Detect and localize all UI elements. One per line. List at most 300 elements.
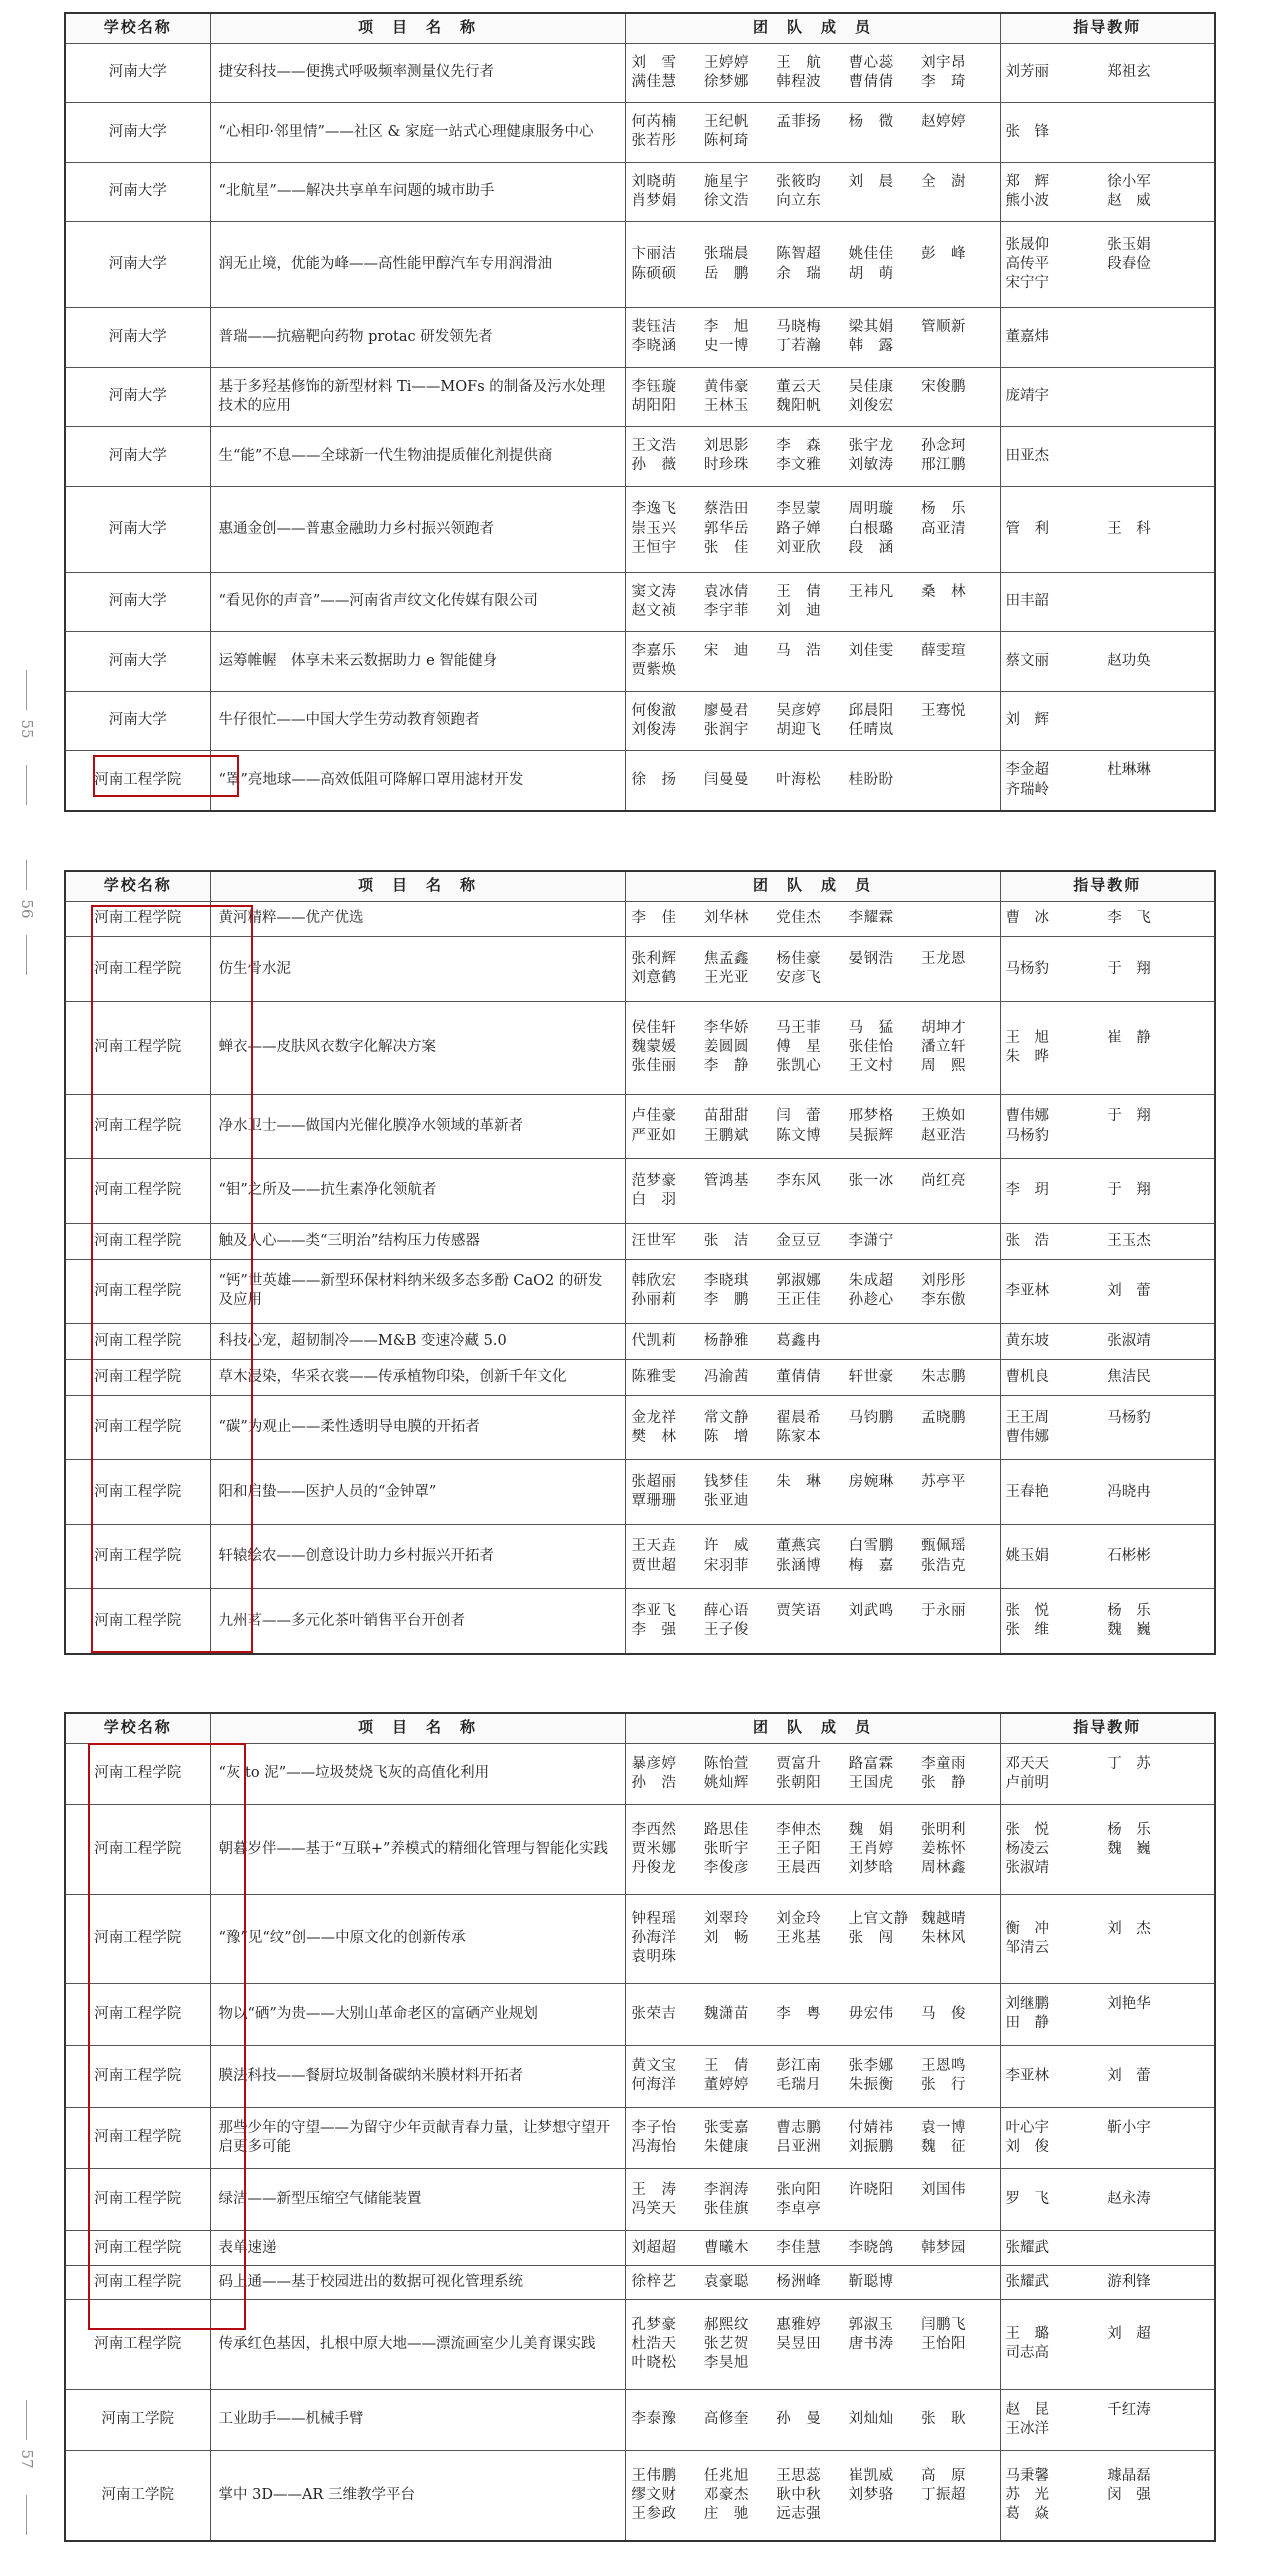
advisors bbox=[1000, 103, 1215, 163]
member-name: 桑 林 bbox=[921, 583, 967, 600]
advisor-list bbox=[1006, 1995, 1210, 2033]
project-name: “灰 to 泥”——垃圾焚烧飞灰的高值化利用 bbox=[210, 1743, 625, 1805]
advisor-list bbox=[1006, 1368, 1210, 1387]
school-name: 河南工程学院 bbox=[65, 2265, 210, 2300]
page-rule bbox=[26, 2495, 27, 2535]
advisor-name: 田亚杰 bbox=[1005, 447, 1049, 464]
member-name: 李晓琪 bbox=[703, 1273, 749, 1290]
member-name: 金豆豆 bbox=[776, 1232, 822, 1249]
member-name: 赵婷婷 bbox=[921, 114, 967, 131]
advisors bbox=[1000, 1324, 1215, 1360]
member-name: 史一博 bbox=[703, 338, 749, 355]
advisor-name: 闵 强 bbox=[1107, 2487, 1151, 2504]
advisor-name: 张淑靖 bbox=[1107, 1332, 1151, 1349]
member-name: 李子怡 bbox=[631, 2119, 677, 2136]
member-name: 上官文静 bbox=[848, 1911, 909, 1928]
header-teacher: 指导教师 bbox=[1000, 1713, 1215, 1743]
advisor-name: 葛 焱 bbox=[1005, 2506, 1049, 2523]
member-name: 满佳慧 bbox=[631, 73, 677, 90]
page-rule bbox=[26, 670, 27, 710]
member-name: 段 涵 bbox=[848, 539, 894, 556]
table-header-row bbox=[65, 871, 1215, 901]
project-name: 普瑞——抗癌靶向药物 protac 研发领先者 bbox=[210, 308, 625, 368]
member-name: 刘 雪 bbox=[631, 54, 677, 71]
header-school: 学校名称 bbox=[65, 1713, 210, 1743]
member-name: 翟晨希 bbox=[776, 1409, 822, 1426]
member-name: 姚佳佳 bbox=[848, 246, 894, 263]
member-name: 路思佳 bbox=[703, 1821, 749, 1838]
advisor-list bbox=[1006, 63, 1210, 82]
advisor-name: 杜琳琳 bbox=[1107, 762, 1151, 779]
header-team: 团 队 成 员 bbox=[625, 871, 1000, 901]
member-name: 轩世豪 bbox=[848, 1368, 894, 1385]
member-name: 朱志鹏 bbox=[921, 1368, 967, 1385]
advisor-list bbox=[1006, 1282, 1210, 1301]
school-name: 河南工程学院 bbox=[65, 1159, 210, 1223]
team-members bbox=[625, 572, 1000, 632]
member-name: 惠雅婷 bbox=[776, 2316, 822, 2333]
member-name: 贾笑语 bbox=[776, 1603, 822, 1619]
member-name: 王子阳 bbox=[776, 1840, 822, 1857]
member-name: 刘思影 bbox=[703, 438, 749, 455]
member-name: 姚灿辉 bbox=[703, 1774, 749, 1791]
member-name: 张筱昀 bbox=[776, 173, 822, 190]
project-name: “看见你的声音”——河南省声纹文化传媒有限公司 bbox=[210, 572, 625, 632]
member-name: 高亚清 bbox=[921, 520, 967, 537]
member-name: 王思蕊 bbox=[776, 2468, 822, 2485]
member-list bbox=[632, 2005, 994, 2024]
school-name: 河南工程学院 bbox=[65, 2300, 210, 2389]
member-name: 钱梦佳 bbox=[703, 1473, 749, 1490]
member-name: 徐梦娜 bbox=[703, 73, 749, 90]
advisor-list bbox=[1006, 2067, 1210, 2086]
team-members bbox=[625, 103, 1000, 163]
member-name: 王袆凡 bbox=[848, 583, 894, 600]
school-name: 河南工程学院 bbox=[65, 2045, 210, 2107]
advisor-name: 璩晶磊 bbox=[1107, 2468, 1151, 2485]
member-name: 刘宇昂 bbox=[921, 54, 967, 71]
advisor-name: 赵 威 bbox=[1107, 192, 1151, 209]
school-name: 河南大学 bbox=[65, 427, 210, 487]
advisor-name: 崔 静 bbox=[1107, 1029, 1151, 1046]
advisor-name: 邓天天 bbox=[1005, 1755, 1049, 1772]
advisor-name: 游利锋 bbox=[1107, 2274, 1151, 2291]
member-name: 窦文涛 bbox=[631, 583, 677, 600]
member-name: 张 闯 bbox=[848, 1930, 894, 1947]
table-row bbox=[65, 2389, 1215, 2451]
member-name: 任兆旭 bbox=[703, 2468, 749, 2485]
member-list bbox=[632, 1107, 994, 1145]
member-name: 金龙祥 bbox=[631, 1409, 677, 1426]
member-name: 白根璐 bbox=[848, 520, 894, 537]
member-name: 李卓亭 bbox=[776, 2200, 822, 2217]
member-name: 李昱蒙 bbox=[776, 501, 822, 518]
member-name: 吴彦婷 bbox=[776, 702, 822, 719]
member-name: 陈 增 bbox=[703, 1428, 749, 1445]
advisor-name: 王 科 bbox=[1107, 520, 1151, 537]
member-name: 郝熙纹 bbox=[703, 2316, 749, 2333]
advisor-name: 于 翔 bbox=[1107, 1182, 1151, 1199]
advisor-name: 张 悦 bbox=[1005, 1603, 1049, 1619]
member-name: 王文村 bbox=[848, 1058, 894, 1075]
advisors bbox=[1000, 1589, 1215, 1654]
member-list bbox=[632, 1821, 994, 1878]
member-list bbox=[632, 113, 994, 151]
advisor-name: 李亚林 bbox=[1005, 1282, 1049, 1299]
advisor-name: 魏 巍 bbox=[1107, 1840, 1151, 1857]
school-name: 河南大学 bbox=[65, 691, 210, 751]
member-name: 刘敏涛 bbox=[848, 457, 894, 474]
member-name: 彭江南 bbox=[776, 2058, 822, 2075]
project-name: “豫”见“纹”创——中原文化的创新传承 bbox=[210, 1894, 625, 1983]
member-name: 邱晨阳 bbox=[848, 702, 894, 719]
member-list bbox=[632, 1602, 994, 1640]
member-name: 甄佩瑶 bbox=[921, 1538, 967, 1555]
advisors bbox=[1000, 1001, 1215, 1094]
member-name: 李伸杰 bbox=[776, 1821, 822, 1838]
advisor-name: 张 浩 bbox=[1005, 1232, 1049, 1249]
member-name: 张 佳 bbox=[703, 539, 749, 556]
advisors bbox=[1000, 2045, 1215, 2107]
member-name: 薛心语 bbox=[703, 1603, 749, 1619]
member-name: 代凯莉 bbox=[631, 1332, 677, 1349]
member-name: 贾富升 bbox=[776, 1755, 822, 1772]
member-name: 宋俊鹏 bbox=[921, 378, 967, 395]
header-project: 项 目 名 称 bbox=[210, 13, 625, 43]
member-name: 杨佳豪 bbox=[776, 951, 822, 968]
member-name: 王婷婷 bbox=[703, 54, 749, 71]
member-name: 李 旭 bbox=[703, 319, 749, 336]
member-name: 张佳丽 bbox=[631, 1058, 677, 1075]
member-name: 贾紫焕 bbox=[631, 662, 677, 679]
member-name: 郭淑玉 bbox=[848, 2316, 894, 2333]
advisor-name: 张耀武 bbox=[1005, 2274, 1049, 2291]
page-number: 55 bbox=[18, 719, 36, 739]
team-members bbox=[625, 43, 1000, 103]
member-name: 徐文浩 bbox=[703, 192, 749, 209]
advisor-name: 马杨豹 bbox=[1107, 1409, 1151, 1426]
advisors bbox=[1000, 937, 1215, 1001]
page-rule bbox=[26, 860, 27, 890]
advisor-list bbox=[1006, 1483, 1210, 1502]
member-name: 崇玉兴 bbox=[631, 520, 677, 537]
member-name: 耿中秋 bbox=[776, 2487, 822, 2504]
table-row bbox=[65, 486, 1215, 572]
project-name: 掌中 3D——AR 三维教学平台 bbox=[210, 2451, 625, 2541]
member-name: 靳聪博 bbox=[848, 2274, 894, 2291]
project-name: “罩”亮地球——高效低阻可降解口罩用滤材开发 bbox=[210, 751, 625, 811]
member-name: 陈智超 bbox=[776, 246, 822, 263]
member-name: 路子婵 bbox=[776, 520, 822, 537]
advisor-name: 于 翔 bbox=[1107, 960, 1151, 977]
project-name: 传承红色基因，扎根中原大地——漂流画室少儿美育课实践 bbox=[210, 2300, 625, 2389]
advisor-list bbox=[1006, 2273, 1210, 2292]
member-name: 马王菲 bbox=[776, 1020, 822, 1037]
school-name: 河南工程学院 bbox=[65, 1983, 210, 2045]
member-name: 徐梓艺 bbox=[631, 2274, 677, 2291]
member-name: 杨 微 bbox=[848, 114, 894, 131]
member-name: 周明璇 bbox=[848, 501, 894, 518]
advisor-list bbox=[1006, 1547, 1210, 1566]
member-name: 张浩克 bbox=[921, 1557, 967, 1574]
member-name: 吴昱田 bbox=[776, 2335, 822, 2352]
advisors bbox=[1000, 222, 1215, 308]
advisor-list bbox=[1006, 2325, 1210, 2363]
member-name: 吴振辉 bbox=[848, 1127, 894, 1144]
member-name: 李亚飞 bbox=[631, 1603, 677, 1619]
member-name: 李泰豫 bbox=[631, 2411, 677, 2428]
member-list bbox=[632, 642, 994, 680]
table-row bbox=[65, 572, 1215, 632]
advisor-name: 徐小军 bbox=[1107, 173, 1151, 190]
team-members bbox=[625, 2300, 1000, 2389]
member-name: 王晨西 bbox=[776, 1860, 822, 1877]
advisor-name: 李亚林 bbox=[1005, 2067, 1049, 2084]
advisor-name: 张耀武 bbox=[1005, 2239, 1049, 2256]
member-name: 张瑞晨 bbox=[703, 246, 749, 263]
project-name: 轩辕绘农——创意设计助力乡村振兴开拓者 bbox=[210, 1524, 625, 1588]
member-name: 魏蒙媛 bbox=[631, 1039, 677, 1056]
member-name: 缪文财 bbox=[631, 2487, 677, 2504]
member-name: 王林玉 bbox=[703, 397, 749, 414]
project-name: 阳和启蛰——医护人员的“金钟罩” bbox=[210, 1460, 625, 1524]
member-name: 袁豪聪 bbox=[703, 2274, 749, 2291]
advisors bbox=[1000, 1983, 1215, 2045]
advisor-list bbox=[1006, 173, 1210, 211]
member-list bbox=[632, 1409, 994, 1447]
member-name: 杨静雅 bbox=[703, 1332, 749, 1349]
highlight-box bbox=[91, 905, 253, 1653]
project-name: 牛仔很忙——中国大学生劳动教育领跑者 bbox=[210, 691, 625, 751]
school-name: 河南工程学院 bbox=[65, 751, 210, 811]
school-name: 河南大学 bbox=[65, 632, 210, 692]
team-members bbox=[625, 1159, 1000, 1223]
project-name: “钼”之所及——抗生素净化领航者 bbox=[210, 1159, 625, 1223]
page-rule bbox=[26, 2400, 27, 2440]
advisor-name: 王春艳 bbox=[1005, 1483, 1049, 1500]
member-name: 梅 嘉 bbox=[848, 1557, 894, 1574]
advisor-name: 曹伟娜 bbox=[1005, 1108, 1049, 1125]
advisor-name: 赵功奂 bbox=[1107, 652, 1151, 669]
school-name: 河南工程学院 bbox=[65, 1360, 210, 1396]
team-members bbox=[625, 1805, 1000, 1894]
school-name: 河南工程学院 bbox=[65, 2107, 210, 2169]
member-name: 马 俊 bbox=[921, 2005, 967, 2022]
highlight-box bbox=[93, 755, 239, 797]
member-name: 孙海洋 bbox=[631, 1930, 677, 1947]
school-name: 河南工程学院 bbox=[65, 937, 210, 1001]
member-list bbox=[632, 54, 994, 92]
member-name: 王参政 bbox=[631, 2506, 677, 2523]
member-name: 肖梦娟 bbox=[631, 192, 677, 209]
member-name: 李佳慧 bbox=[776, 2239, 822, 2256]
member-name: 董云天 bbox=[776, 378, 822, 395]
member-name: 袁一博 bbox=[921, 2119, 967, 2136]
member-name: 孙丽莉 bbox=[631, 1292, 677, 1309]
member-name: 时珍珠 bbox=[703, 457, 749, 474]
member-name: 常文静 bbox=[703, 1409, 749, 1426]
member-name: 陈硕硕 bbox=[631, 265, 677, 282]
advisor-list bbox=[1006, 236, 1210, 293]
advisors bbox=[1000, 2451, 1215, 2541]
advisor-list bbox=[1006, 2239, 1210, 2258]
member-name: 孙 薇 bbox=[631, 457, 677, 474]
member-name: 朱林风 bbox=[921, 1930, 967, 1947]
member-list bbox=[632, 173, 994, 211]
member-name: 王光亚 bbox=[703, 970, 749, 987]
member-name: 孙趁心 bbox=[848, 1292, 894, 1309]
team-members bbox=[625, 2389, 1000, 2451]
member-name: 张昕宇 bbox=[703, 1840, 749, 1857]
advisor-name: 焦洁民 bbox=[1107, 1368, 1151, 1385]
member-name: 丁振超 bbox=[921, 2487, 967, 2504]
member-name: 黄伟豪 bbox=[703, 378, 749, 395]
member-list bbox=[632, 500, 994, 557]
member-list bbox=[632, 2057, 994, 2095]
member-name: 韩梦园 bbox=[921, 2239, 967, 2256]
member-name: 刘意鹤 bbox=[631, 970, 677, 987]
member-name: 董婷婷 bbox=[703, 2077, 749, 2094]
advisor-list bbox=[1006, 1181, 1210, 1200]
advisor-name: 王 璐 bbox=[1005, 2326, 1049, 2343]
advisor-name: 蔡文丽 bbox=[1005, 652, 1049, 669]
project-name: 运筹帷幄 体享未来云数据助力 e 智能健身 bbox=[210, 632, 625, 692]
header-school: 学校名称 bbox=[65, 871, 210, 901]
advisor-name: 冯晓冉 bbox=[1107, 1483, 1151, 1500]
school-name: 河南大学 bbox=[65, 162, 210, 222]
member-name: 王恒宇 bbox=[631, 539, 677, 556]
member-name: 梁其娟 bbox=[848, 319, 894, 336]
member-name: 丹俊龙 bbox=[631, 1860, 677, 1877]
member-name: 苗甜甜 bbox=[703, 1108, 749, 1125]
school-name: 河南工程学院 bbox=[65, 1001, 210, 1094]
member-name: 向立东 bbox=[776, 192, 822, 209]
project-name: 生“能”不息——全球新一代生物油提质催化剂提供商 bbox=[210, 427, 625, 487]
member-name: 白 羽 bbox=[631, 1191, 677, 1208]
advisor-list bbox=[1006, 123, 1210, 142]
advisor-list bbox=[1006, 761, 1210, 799]
member-name: 卞丽洁 bbox=[631, 246, 677, 263]
school-name: 河南工学院 bbox=[65, 2451, 210, 2541]
advisor-name: 张 维 bbox=[1005, 1622, 1049, 1639]
member-name: 马 猛 bbox=[848, 1020, 894, 1037]
member-name: 王 涛 bbox=[631, 2181, 677, 2198]
member-name: 李童雨 bbox=[921, 1755, 967, 1772]
header-project: 项 目 名 称 bbox=[210, 1713, 625, 1743]
member-name: 陈柯琦 bbox=[703, 133, 749, 150]
team-members bbox=[625, 367, 1000, 427]
member-name: 宋 迪 bbox=[703, 643, 749, 660]
team-members bbox=[625, 1460, 1000, 1524]
member-name: 张雯嘉 bbox=[703, 2119, 749, 2136]
school-name: 河南工程学院 bbox=[65, 1524, 210, 1588]
team-members bbox=[625, 2451, 1000, 2541]
member-name: 冯海怡 bbox=[631, 2139, 677, 2156]
advisor-name: 宋宁宁 bbox=[1005, 275, 1049, 292]
advisor-name: 郑 辉 bbox=[1005, 173, 1049, 190]
advisors bbox=[1000, 1894, 1215, 1983]
team-members bbox=[625, 2265, 1000, 2300]
advisor-name: 张淑靖 bbox=[1005, 1860, 1049, 1877]
team-members bbox=[625, 1589, 1000, 1654]
member-name: 曹倩倩 bbox=[848, 73, 894, 90]
member-name: 叶海松 bbox=[776, 772, 822, 789]
member-name: 胡坤才 bbox=[921, 1020, 967, 1037]
advisor-name: 于 翔 bbox=[1107, 1108, 1151, 1125]
member-name: 贾米娜 bbox=[631, 1840, 677, 1857]
member-name: 周林鑫 bbox=[921, 1860, 967, 1877]
member-name: 李 佳 bbox=[631, 910, 677, 927]
advisor-name: 田 静 bbox=[1005, 2015, 1049, 2032]
member-name: 汪世军 bbox=[631, 1232, 677, 1249]
member-name: 孙 曼 bbox=[776, 2411, 822, 2428]
member-name: 袁明珠 bbox=[631, 1949, 677, 1966]
member-list bbox=[632, 1332, 994, 1351]
advisor-name: 丁 苏 bbox=[1107, 1755, 1151, 1772]
member-name: 韩欣宏 bbox=[631, 1273, 677, 1290]
member-name: 王骞悦 bbox=[921, 702, 967, 719]
header-school: 学校名称 bbox=[65, 13, 210, 43]
member-name: 周 熙 bbox=[921, 1058, 967, 1075]
school-name: 河南工程学院 bbox=[65, 901, 210, 937]
team-members bbox=[625, 751, 1000, 811]
member-name: 葛鑫冉 bbox=[776, 1332, 822, 1349]
member-name: 朱健康 bbox=[703, 2139, 749, 2156]
advisors bbox=[1000, 751, 1215, 811]
project-name: 蝉衣——皮肤风衣数字化解决方案 bbox=[210, 1001, 625, 1094]
advisor-name: 邹清云 bbox=[1005, 1939, 1049, 1956]
member-name: 李钰璇 bbox=[631, 378, 677, 395]
member-name: 彭 峰 bbox=[921, 246, 967, 263]
advisor-name: 高传平 bbox=[1005, 256, 1049, 273]
member-name: 李西然 bbox=[631, 1821, 677, 1838]
member-name: 马晓梅 bbox=[776, 319, 822, 336]
member-name: 王天垚 bbox=[631, 1538, 677, 1555]
member-name: 毛瑞月 bbox=[776, 2077, 822, 2094]
advisor-name: 李金超 bbox=[1005, 762, 1049, 779]
member-name: 李俊彦 bbox=[703, 1860, 749, 1877]
member-name: 张涵博 bbox=[776, 1557, 822, 1574]
member-name: 丁若瀚 bbox=[776, 338, 822, 355]
member-name: 王焕如 bbox=[921, 1108, 967, 1125]
project-name: 九州茗——多元化茶叶销售平台开创者 bbox=[210, 1589, 625, 1654]
table-row bbox=[65, 367, 1215, 427]
member-name: 李东风 bbox=[776, 1172, 822, 1189]
member-name: 曹志鹏 bbox=[776, 2119, 822, 2136]
advisors bbox=[1000, 2231, 1215, 2266]
member-name: 裴钰洁 bbox=[631, 319, 677, 336]
advisor-list bbox=[1006, 1232, 1210, 1251]
member-name: 毋宏伟 bbox=[848, 2005, 894, 2022]
table-row bbox=[65, 632, 1215, 692]
member-name: 张 行 bbox=[921, 2077, 967, 2094]
team-members bbox=[625, 2231, 1000, 2266]
advisors bbox=[1000, 486, 1215, 572]
advisor-name: 田丰韶 bbox=[1005, 593, 1049, 610]
member-name: 张艺贺 bbox=[703, 2335, 749, 2352]
member-list bbox=[632, 2467, 994, 2524]
advisor-name: 罗 飞 bbox=[1005, 2191, 1049, 2208]
member-name: 李润涛 bbox=[703, 2181, 749, 2198]
advisor-name: 刘芳丽 bbox=[1005, 64, 1049, 81]
advisor-name: 卢前明 bbox=[1005, 1774, 1049, 1791]
school-name: 河南工程学院 bbox=[65, 1395, 210, 1459]
advisor-list bbox=[1006, 960, 1210, 979]
member-name: 刘亚欣 bbox=[776, 539, 822, 556]
project-name: 惠通金创——普惠金融助力乡村振兴领跑者 bbox=[210, 486, 625, 572]
member-name: 刘超超 bbox=[631, 2239, 677, 2256]
project-name: 膜法科技——餐厨垃圾制备碳纳米膜材料开拓者 bbox=[210, 2045, 625, 2107]
